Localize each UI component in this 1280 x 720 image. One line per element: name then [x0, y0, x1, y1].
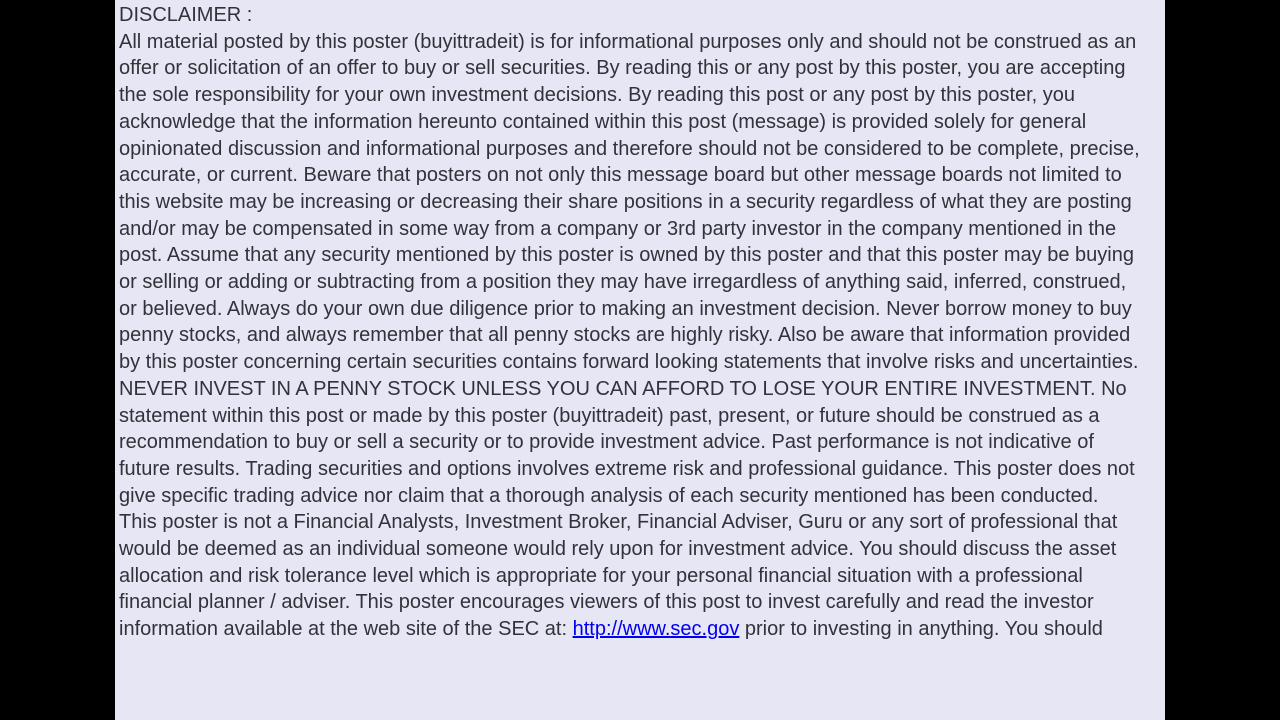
disclaimer-heading: DISCLAIMER :: [119, 4, 253, 26]
sec-website-link[interactable]: http://www.sec.gov: [572, 618, 740, 641]
disclaimer-text-block: [119, 2, 1141, 643]
disclaimer-paragraph: [119, 29, 1141, 643]
disclaimer-body-after-link: prior to investing in anything. You should: [739, 618, 1103, 641]
right-black-bar: [1165, 0, 1280, 720]
disclaimer-body-before-link: All material posted by this poster (buyittradeit) is for informational purposes only and should not be construed as an offer or solicitation of an offer to buy or sell securities. By reading this or any post by this poster, you are accepting the sole responsibility for your own investment decisions. By reading this post or any post by this poster, you acknowledge that the information hereunto contained within this post (message) is provided solely for general opinionated discussion and informational purposes and therefore should not be considered to be complete, precise, accurate, or current. Beware that posters on not only this message board but other message boards not limited to this website may be increasing or decreasing their share positions in a security regardless of what they are posting and/or may be compensated in some way from a company or 3rd party investor in the company mentioned in the post. Assume that any security mentioned by this poster is owned by this poster and that this poster may be buying or selling or adding or subtracting from a position they may have irregardless of anything said, inferred, construed, or believed. Always do your own due diligence prior to making an investment decision. Never borrow money to buy penny stocks, and always remember that all penny stocks are highly risky. Also be aware that information provided by this poster concerning certain securities contains forward looking statements that involve risks and uncertainties. NEVER INVEST IN A PENNY STOCK UNLESS YOU CAN AFFORD TO LOSE YOUR ENTIRE INVESTMENT. No statement within this post or made by this poster (buyittradeit) past, present, or future should be construed as a recommendation to buy or sell a security or to provide investment advice. Past performance is not indicative of future results. Trading securities and options involves extreme risk and professional guidance. This poster does not give specific trading advice nor claim that a thorough analysis of each security mentioned has been conducted. This poster is not a Financial Analysts, Investment Broker, Financial Adviser, Guru or any sort of professional that would be deemed as an individual someone would rely upon for investment advice. You should discuss the asset allocation and risk tolerance level which is appropriate for your personal financial situation with a professional financial planner / adviser. This poster encourages viewers of this post to invest carefully and read the investor information available at the web site of the SEC at:: [119, 30, 1140, 641]
left-black-bar: [0, 0, 115, 720]
disclaimer-panel: [115, 0, 1165, 720]
